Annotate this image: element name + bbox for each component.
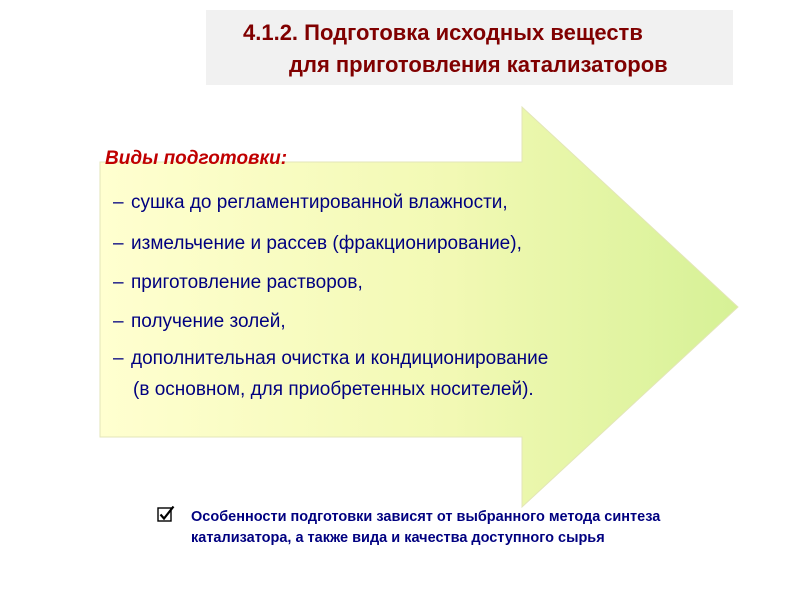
section-subtitle: Виды подготовки: [105,148,288,169]
dash-bullet: – [113,192,124,213]
note-text: Особенности подготовки зависят от выбранного метода синтеза катализатора, а также вида и качества доступного сырья [191,509,661,546]
list-item-text: получение золей, [131,311,286,332]
dash-bullet: – [113,311,124,332]
list-item [113,192,508,214]
dash-bullet: – [113,233,124,254]
list-item [113,348,548,370]
slide-title-line-1: 4.1.2. Подготовка исходных веществ [243,20,643,45]
list-item-text: измельчение и рассев (фракционирование), [131,233,522,254]
slide-title-line-2: для приготовления катализаторов [289,52,668,77]
list-item [113,272,363,294]
list-item-text: приготовление растворов, [131,272,363,293]
dash-bullet: – [113,348,124,369]
dash-bullet: – [113,272,124,293]
list-item-continuation: (в основном, для приобретенных носителей). [133,379,534,400]
list-item-text: дополнительная очистка и кондиционирование [131,348,549,369]
list-item [113,311,286,333]
checkbox-checked-icon [157,505,175,523]
list-item-text: сушка до регламентированной влажности, [131,192,508,213]
list-item [113,233,522,255]
